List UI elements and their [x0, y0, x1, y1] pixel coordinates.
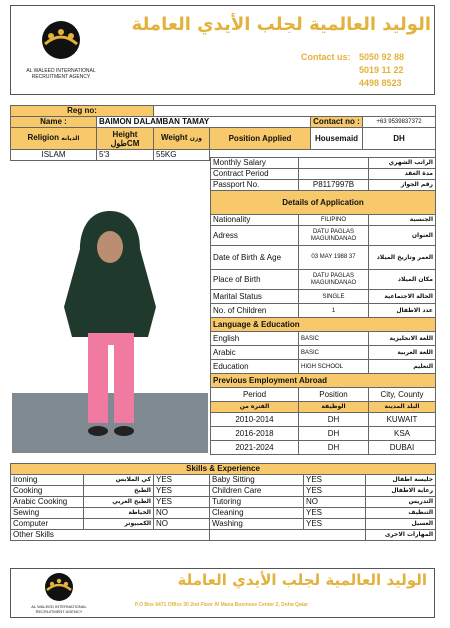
skill-value: YES: [304, 486, 366, 497]
skills-section-title: Skills & Experience: [11, 464, 436, 475]
employment-row: [211, 413, 436, 427]
detail-label: Passport No.: [211, 180, 299, 191]
skill-row: [11, 497, 436, 508]
detail-label: Nationality: [211, 215, 299, 226]
emp-country-header: City, County: [369, 388, 436, 402]
detail-row: [211, 158, 436, 169]
detail-value: [299, 169, 369, 180]
skill-arabic: الكمبيوتر: [84, 519, 154, 530]
detail-row: [211, 226, 436, 246]
detail-value: 1: [299, 304, 369, 318]
detail-value: P8117997B: [299, 180, 369, 191]
details-section-title: Details of Application: [211, 191, 436, 215]
letterhead-header: [10, 5, 435, 95]
skill-label: Cleaning: [210, 508, 304, 519]
detail-arabic: الحالة الاجتماعية: [369, 290, 436, 304]
skill-arabic: رعاية الاطفال: [366, 486, 436, 497]
weight-header: Weight وزن: [154, 128, 210, 150]
language-arabic: اللغة العربية: [369, 346, 436, 360]
skill-row: [11, 508, 436, 519]
language-value: HIGH SCHOOL: [299, 360, 369, 374]
employment-row: [211, 427, 436, 441]
detail-arabic: رقم الجواز: [369, 180, 436, 191]
skill-arabic: كي الملابس: [84, 475, 154, 486]
detail-arabic: العنوان: [369, 226, 436, 246]
contact-no-label: Contact no :: [311, 117, 363, 128]
skill-row: [11, 519, 436, 530]
contact-label: Contact us:: [301, 52, 351, 62]
detail-row: [211, 180, 436, 191]
emp-period: 2016-2018: [211, 427, 299, 441]
skill-row: [11, 475, 436, 486]
emp-country-header-arabic: البلد المدينة: [369, 402, 436, 413]
religion-header: Religion الديانه: [11, 128, 97, 150]
details-table: [210, 157, 436, 455]
skill-arabic: التنظيف: [366, 508, 436, 519]
company-address: P.O Box 6471 Office 30 2nd Floor Al Mana Business Center 2, Doha Qatar: [135, 602, 309, 608]
skill-value: YES: [154, 486, 210, 497]
detail-row: [211, 169, 436, 180]
company-logo: [41, 572, 77, 602]
detail-value: DATU PAGLAS MAGUINDANAO: [299, 270, 369, 290]
skill-label: Children Care: [210, 486, 304, 497]
employment-section-title: Previous Employment Abroad: [211, 374, 436, 388]
skill-label: Computer: [11, 519, 84, 530]
detail-label: Monthly Salary: [211, 158, 299, 169]
detail-row: [211, 290, 436, 304]
emp-position-header-arabic: الوظيفة: [299, 402, 369, 413]
detail-value: [299, 158, 369, 169]
language-arabic: التعليم: [369, 360, 436, 374]
name-label: Name :: [11, 117, 97, 128]
position-applied-label: Position Applied: [210, 128, 311, 150]
other-skills-row: [11, 530, 436, 541]
skill-value: YES: [154, 497, 210, 508]
language-row: [211, 332, 436, 346]
skill-value: NO: [154, 519, 210, 530]
detail-label: No. of Children: [211, 304, 299, 318]
detail-value: DATU PAGLAS MAGUINDANAO: [299, 226, 369, 246]
emp-period: 2010-2014: [211, 413, 299, 427]
weight-value: 55KG: [154, 150, 210, 161]
skill-arabic: الخياطة: [84, 508, 154, 519]
detail-value: FILIPINO: [299, 215, 369, 226]
period-header: Period: [211, 388, 299, 402]
skill-value: YES: [304, 475, 366, 486]
skill-arabic: الغسيل: [366, 519, 436, 530]
detail-label: Date of Birth & Age: [211, 246, 299, 270]
skill-arabic: الطبخ العربي: [84, 497, 154, 508]
skill-label: Cooking: [11, 486, 84, 497]
letterhead-footer: [10, 568, 435, 618]
period-header-arabic: الفتره من: [211, 402, 299, 413]
religion-value: ISLAM: [11, 150, 97, 161]
emp-position: DH: [299, 413, 369, 427]
language-value: BASIC: [299, 332, 369, 346]
skill-label: Washing: [210, 519, 304, 530]
brand-name-arabic: الوليد العالمية لجلب الأيدي العاملة: [131, 14, 431, 35]
language-label: Education: [211, 360, 299, 374]
skill-arabic: الطبخ: [84, 486, 154, 497]
detail-row: [211, 304, 436, 318]
language-row: [211, 346, 436, 360]
detail-label: Marital Status: [211, 290, 299, 304]
reg-no-value: [154, 106, 436, 117]
skill-label: Ironing: [11, 475, 84, 486]
detail-arabic: عدد الاطفال: [369, 304, 436, 318]
language-label: English: [211, 332, 299, 346]
skills-table: [10, 463, 436, 541]
detail-label: Adress: [211, 226, 299, 246]
detail-arabic: مدة العقد: [369, 169, 436, 180]
skill-value: YES: [154, 475, 210, 486]
position-applied-value: Housemaid: [311, 128, 363, 150]
detail-row: [211, 246, 436, 270]
logo-text: AL WALEED INTERNATIONAL RECRUITMENT AGENCY: [31, 604, 87, 614]
skill-label: Arabic Cooking: [11, 497, 84, 508]
emp-position: DH: [299, 441, 369, 455]
detail-value: 03 MAY 1988 37: [299, 246, 369, 270]
language-arabic: اللغة الانجليزية: [369, 332, 436, 346]
detail-arabic: الجنسية: [369, 215, 436, 226]
skill-value: YES: [304, 508, 366, 519]
detail-value: SINGLE: [299, 290, 369, 304]
applicant-photo: [12, 197, 208, 453]
emp-country: DUBAI: [369, 441, 436, 455]
skill-arabic: جليسة اطفال: [366, 475, 436, 486]
language-section-title: Language & Education: [211, 318, 436, 332]
emp-position: DH: [299, 427, 369, 441]
detail-row: [211, 215, 436, 226]
emp-country: KSA: [369, 427, 436, 441]
skill-label: Sewing: [11, 508, 84, 519]
detail-arabic: الراتب الشهري: [369, 158, 436, 169]
language-value: BASIC: [299, 346, 369, 360]
skill-value: NO: [304, 497, 366, 508]
language-row: [211, 360, 436, 374]
currency-value: DH: [363, 128, 436, 150]
top-info-table: [10, 105, 436, 161]
skill-arabic: التدريس: [366, 497, 436, 508]
company-logo: [37, 20, 85, 60]
employment-row: [211, 441, 436, 455]
skill-label: Tutoring: [210, 497, 304, 508]
name-value: BAIMON DALAMBAN TAMAY: [97, 117, 311, 128]
phone-2: 5019 11 22: [359, 65, 404, 75]
brand-name-arabic: الوليد العالمية لجلب الأيدي العاملة: [177, 571, 427, 589]
skill-row: [11, 486, 436, 497]
reg-no-label: Reg no:: [11, 106, 154, 117]
detail-arabic: العمر وتاريخ الميلاد: [369, 246, 436, 270]
skill-value: NO: [154, 508, 210, 519]
height-header: Height طولCM: [97, 128, 154, 150]
language-label: Arabic: [211, 346, 299, 360]
skill-label: Baby Sitting: [210, 475, 304, 486]
phone-1: 5050 92 88: [359, 52, 405, 62]
detail-label: Place of Birth: [211, 270, 299, 290]
detail-arabic: مكان الميلاد: [369, 270, 436, 290]
phone-3: 4498 8523: [359, 78, 402, 88]
height-value: 5'3: [97, 150, 154, 161]
detail-label: Contract Period: [211, 169, 299, 180]
other-skills-label: Other Skills: [11, 530, 210, 541]
emp-period: 2021-2024: [211, 441, 299, 455]
logo-text: AL WALEED INTERNATIONAL RECRUITMENT AGENCY: [26, 68, 96, 80]
contact-no-value: +63 9539837372: [363, 117, 436, 128]
emp-position-header: Position: [299, 388, 369, 402]
other-skills-arabic: المهارات الاخرى: [366, 530, 436, 541]
emp-country: KUWAIT: [369, 413, 436, 427]
skill-value: YES: [304, 519, 366, 530]
detail-row: [211, 270, 436, 290]
